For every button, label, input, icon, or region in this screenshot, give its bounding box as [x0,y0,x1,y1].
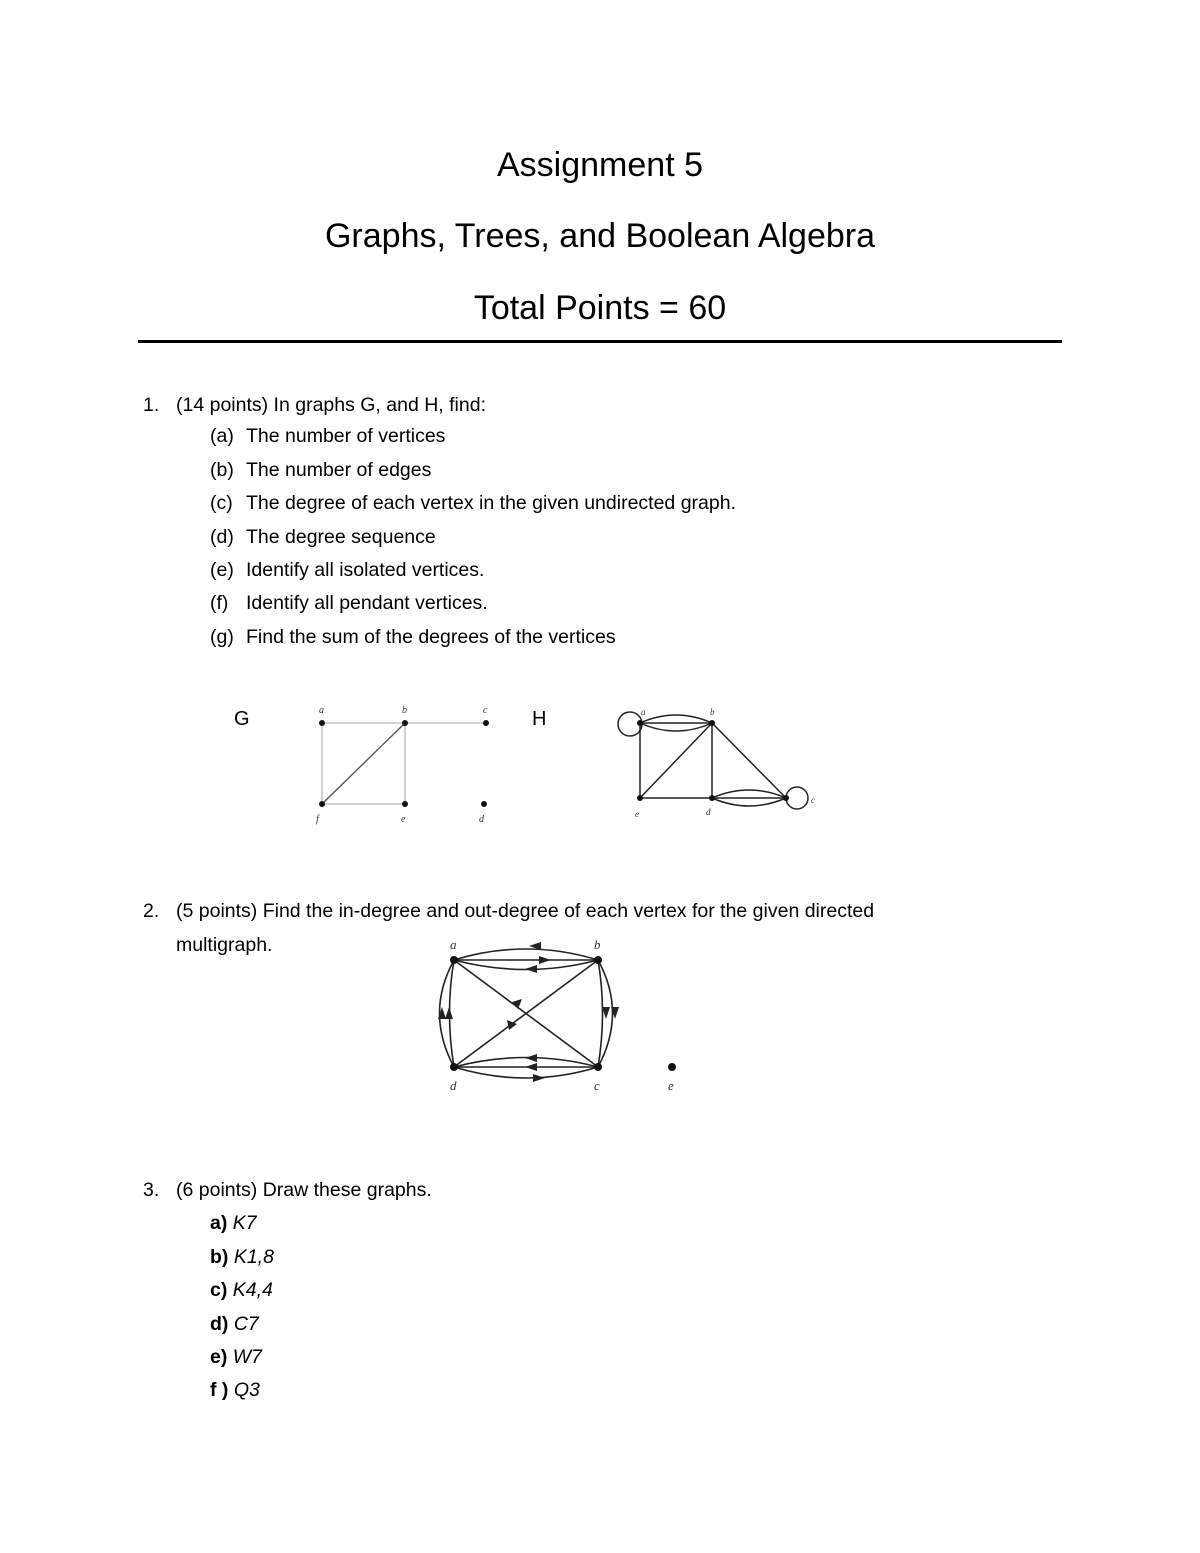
vertex-d [481,801,487,807]
q3-item-label: a) [210,1212,228,1234]
edge-b-e [640,723,712,798]
q3-item-e [210,1345,262,1369]
q1-item-text: The number of edges [246,459,432,481]
question-1-text: (14 points) In graphs G, and H, find: [176,394,487,416]
vertex-b [709,720,715,726]
vertex-label-d: d [706,807,711,817]
assignment-subtitle: Graphs, Trees, and Boolean Algebra [324,217,876,255]
edge-a-b-2 [640,715,712,723]
graph-g-figure [300,695,510,835]
graph-h-figure [610,695,840,830]
vertex-e [668,1063,676,1071]
q1-item-f [210,591,488,615]
q3-item-label: d) [210,1313,229,1335]
edge-b-f [322,723,405,804]
vertex-label-b: b [594,937,601,952]
vertex-e [402,801,408,807]
vertex-d [450,1063,458,1071]
q1-item-d [210,525,436,549]
question-2-text-line-1: (5 points) Find the in-degree and out-degree of each vertex for the given directed [176,900,875,922]
vertex-label-d: d [450,1078,457,1093]
q1-item-label: (d) [210,526,234,548]
vertex-a [319,720,325,726]
q1-item-b [210,458,431,482]
question-2-text-line-2: multigraph. [176,934,273,956]
vertex-d [709,795,715,801]
edge-d-c-3 [712,798,786,806]
q3-item-graph: K7 [232,1212,257,1234]
vertex-c [483,720,489,726]
q3-item-graph: C7 [233,1313,259,1335]
q3-item-graph: K4,4 [232,1279,273,1301]
vertex-label-a: a [641,707,646,717]
arrow-d-c-low [533,1074,545,1082]
graph-g-label: G [234,708,250,730]
vertex-f [319,801,325,807]
vertex-a [637,720,643,726]
vertex-c [783,795,789,801]
vertex-label-e: e [401,814,406,825]
q3-item-a [210,1211,257,1235]
q3-item-b [210,1245,274,1269]
edge-c-d-upper [454,1058,598,1068]
arrow-d-a-inner [445,1007,453,1019]
edge-a-b-3 [640,723,712,731]
edge-b-a-top [454,949,598,960]
vertex-b [594,956,602,964]
vertex-label-e: e [668,1078,674,1093]
question-2-number: 2. [143,900,160,922]
loop-c [786,787,808,809]
vertex-label-c: c [811,795,815,805]
q1-item-text: Identify all isolated vertices. [246,559,485,581]
arrow-c-d-upper [525,1054,537,1062]
q1-item-a [210,424,445,448]
arrow-a-b-mid [539,956,551,964]
q3-item-label: e) [210,1346,228,1368]
vertex-label-b: b [710,707,715,717]
q3-item-label: b) [210,1246,229,1268]
vertex-label-b: b [402,705,407,716]
q3-item-label: c) [210,1279,228,1301]
q1-item-e [210,558,484,582]
arrow-b-a-low [525,965,537,973]
q3-item-graph: Q3 [233,1379,260,1401]
header-divider [138,340,1062,343]
q3-item-c [210,1278,273,1302]
q3-item-graph: K1,8 [233,1246,274,1268]
question-3-text: (6 points) Draw these graphs. [176,1179,432,1201]
q1-item-c [210,491,736,515]
q1-item-label: (e) [210,559,234,581]
q1-item-text: Identify all pendant vertices. [246,592,488,614]
total-points: Total Points = 60 [473,289,727,327]
q1-item-label: (a) [210,425,234,447]
question-3-number: 3. [143,1179,160,1201]
q1-item-label: (g) [210,626,234,648]
q1-item-text: Find the sum of the degrees of the vertices [246,626,616,648]
vertex-label-a: a [450,937,457,952]
graph-h-label: H [532,708,547,730]
vertex-label-c: c [483,705,488,716]
q3-item-label: f ) [210,1379,229,1401]
q3-item-d [210,1312,259,1336]
q1-item-label: (f) [210,592,229,614]
vertex-c [594,1063,602,1071]
q1-item-g [210,625,616,649]
edge-d-c-low [454,1067,598,1078]
assignment-title: Assignment 5 [497,146,703,184]
edge-b-a-low [454,960,598,970]
vertex-e [637,795,643,801]
vertex-label-d: d [479,814,484,825]
edge-b-c-inner [598,960,603,1067]
vertex-a [450,956,458,964]
q1-item-label: (c) [210,492,233,514]
arrow-c-d-mid [525,1063,537,1071]
directed-multigraph-figure [425,935,695,1095]
edge-d-c-2 [712,790,786,798]
vertex-label-f: f [316,814,319,825]
q1-item-label: (b) [210,459,234,481]
vertex-b [402,720,408,726]
q3-item-f [210,1378,260,1402]
vertex-label-c: c [594,1078,600,1093]
q3-item-graph: W7 [232,1346,263,1368]
question-1-number: 1. [143,394,160,416]
vertex-label-e: e [635,809,639,819]
q1-item-text: The degree sequence [246,526,436,548]
q1-item-text: The number of vertices [246,425,446,447]
edge-b-c [712,723,786,798]
q1-item-text: The degree of each vertex in the given undirected graph. [246,492,736,514]
vertex-label-a: a [319,705,324,716]
